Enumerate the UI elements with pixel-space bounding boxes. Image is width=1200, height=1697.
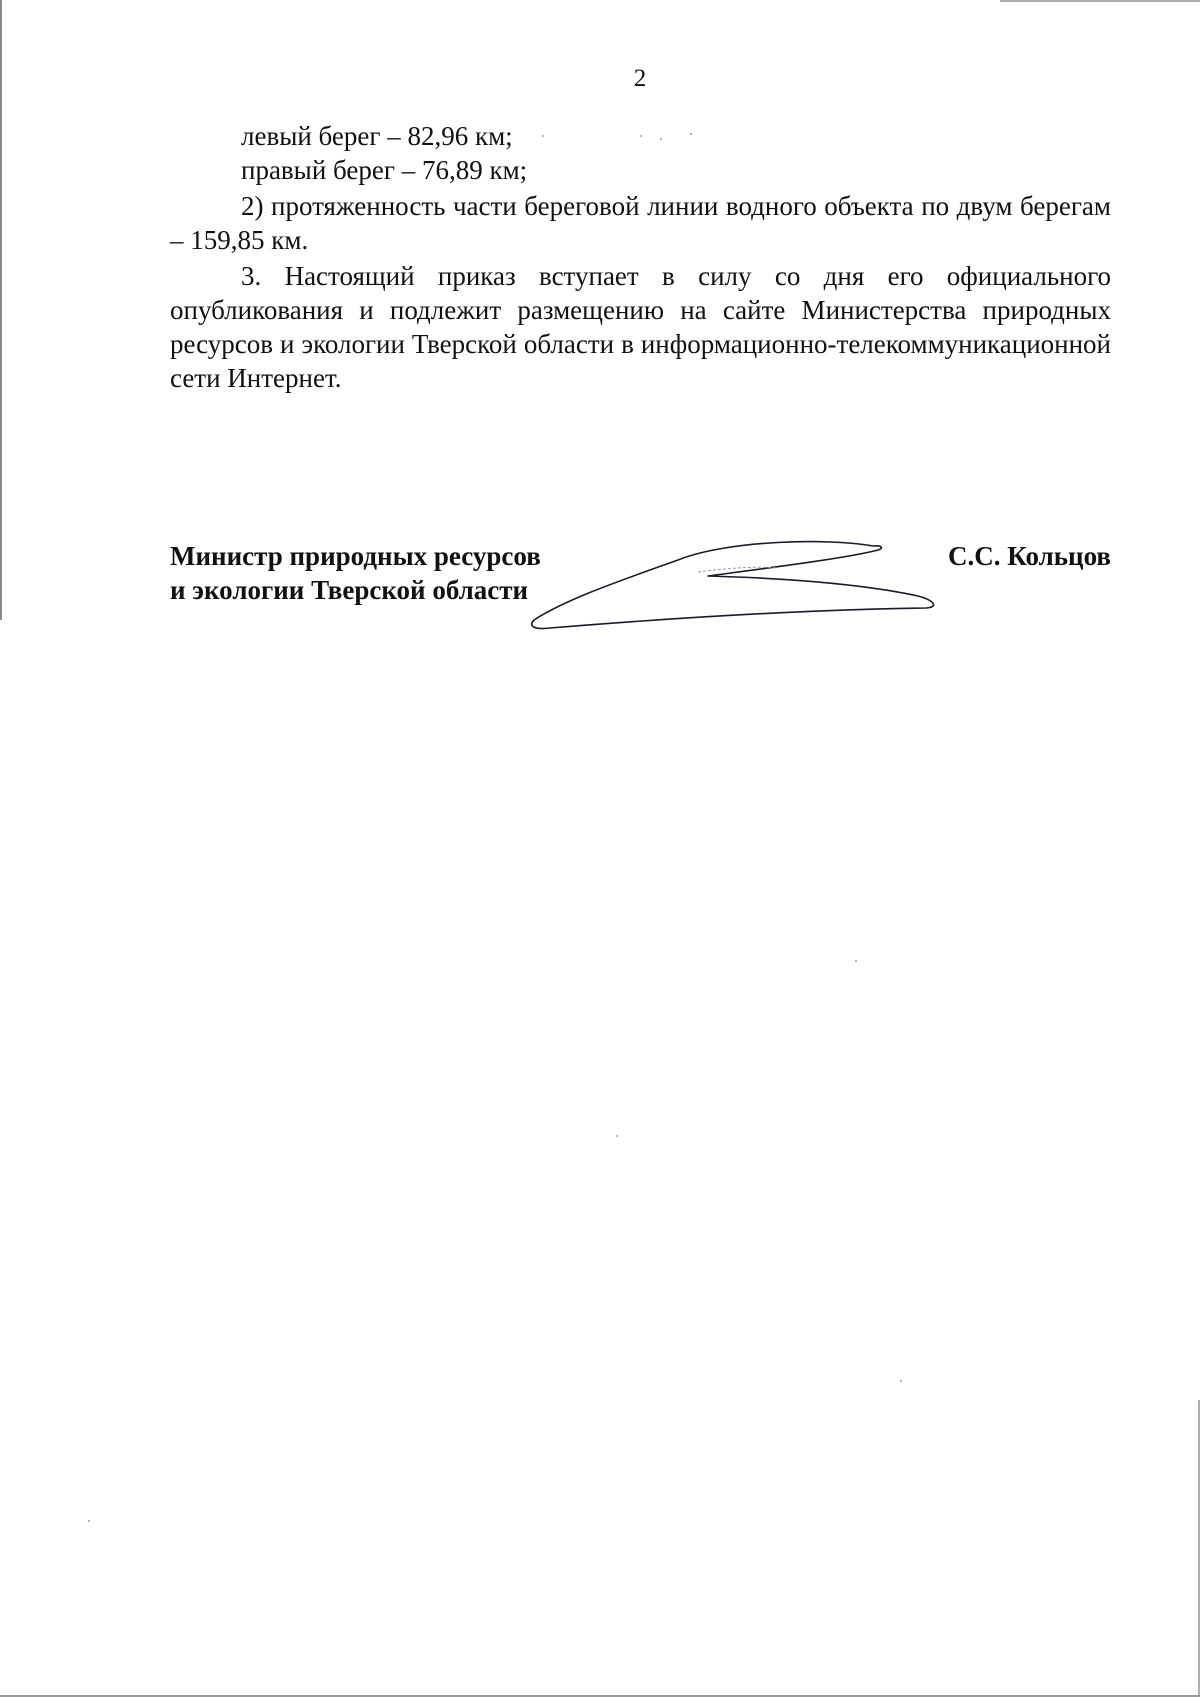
- scan-speck: [640, 135, 642, 137]
- scan-speck: [900, 1380, 902, 1382]
- item-3-paragraph: 3. Настоящий приказ вступает в силу со дня его официального опубликования и подлежит размещению на сайте Министерства природных ресурсов и экологии Тверской области в информационно-телекоммуникационной сети Интернет.: [170, 261, 1111, 393]
- scan-speck: [690, 133, 692, 135]
- handwritten-signature: [528, 538, 948, 638]
- scan-speck: [660, 138, 662, 140]
- scan-speck: [542, 135, 544, 137]
- right-bank-line: правый берег – 76,89 км;: [241, 155, 528, 185]
- signer-title-line-2: и экологии Тверской области: [170, 575, 529, 605]
- item-2-paragraph: 2) протяженность части береговой линии водного объекта по двум берегам – 159,85 км.: [170, 191, 1111, 255]
- left-bank-line: левый берег – 82,96 км;: [241, 121, 513, 151]
- scan-speck: [855, 960, 857, 962]
- signer-title: [170, 539, 541, 607]
- page-number: 2: [633, 65, 647, 92]
- scan-speck: [616, 1135, 618, 1137]
- document-body: [170, 119, 1111, 395]
- scan-speck: [88, 1520, 90, 1522]
- scan-edge-top: [1000, 0, 1200, 2]
- signer-title-line-1: Министр природных ресурсов: [170, 541, 541, 571]
- signer-name: С.С. Кольцов: [947, 541, 1111, 571]
